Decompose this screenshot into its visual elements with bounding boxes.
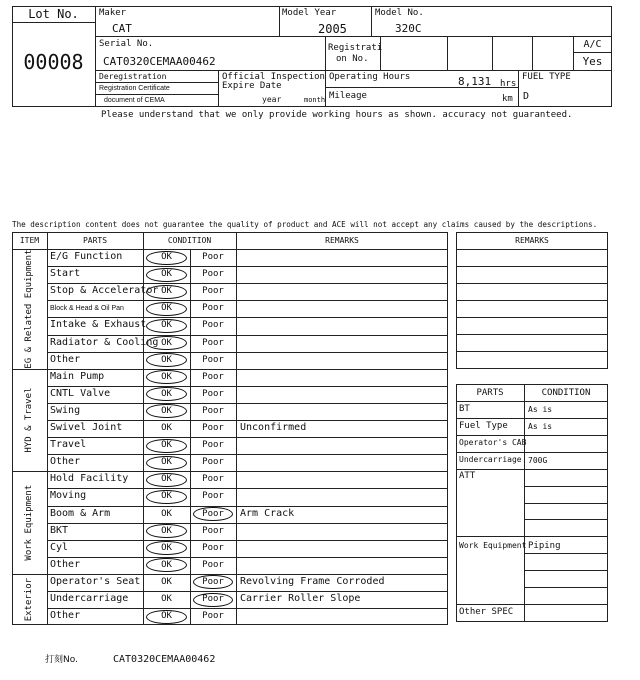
- ok-option[interactable]: OK: [161, 576, 172, 587]
- part-name: Hold Facility: [50, 473, 129, 485]
- poor-option[interactable]: Poor: [202, 388, 224, 399]
- right-remarks-header: REMARKS: [515, 236, 549, 245]
- spec-work-equipment-value: Piping: [528, 541, 561, 551]
- spec-other-label: Other SPEC: [459, 607, 514, 617]
- ok-selected-ring: [146, 439, 187, 453]
- ok-selected-ring: [146, 456, 187, 470]
- part-name: CNTL Valve: [50, 387, 111, 399]
- spec-fuel-label: Fuel Type: [459, 421, 508, 431]
- inspection-label-1: Official Inspection: [222, 72, 325, 82]
- ok-option[interactable]: OK: [161, 405, 172, 416]
- year-label: year: [262, 95, 282, 104]
- cema-document-label: document of CEMA: [104, 97, 165, 104]
- ok-option[interactable]: OK: [161, 354, 172, 365]
- ok-option[interactable]: OK: [161, 559, 172, 570]
- part-name: Other: [50, 353, 81, 365]
- remark-text: Arm Crack: [240, 507, 295, 519]
- item-group-label: HYD & Travel: [24, 387, 34, 453]
- ok-option[interactable]: OK: [161, 337, 172, 348]
- part-name: Radiator & Cooling: [50, 336, 159, 348]
- ok-option[interactable]: OK: [161, 611, 172, 622]
- poor-option[interactable]: Poor: [202, 440, 224, 451]
- part-name: Intake & Exhaust: [50, 319, 147, 331]
- registration-label-2: on No.: [336, 54, 369, 64]
- ok-option[interactable]: OK: [161, 542, 172, 553]
- fuel-type-label: FUEL TYPE: [522, 72, 571, 82]
- spec-att-label: ATT: [459, 471, 476, 481]
- condition-column-header: CONDITION: [167, 236, 212, 245]
- ok-option[interactable]: OK: [161, 508, 172, 519]
- registration-certificate-label: Registration Certificate: [99, 85, 170, 92]
- poor-selected-ring: [193, 507, 233, 521]
- poor-option[interactable]: Poor: [202, 423, 224, 433]
- ok-selected-ring: [146, 268, 187, 282]
- fuel-type-value: D: [523, 91, 530, 102]
- poor-option[interactable]: Poor: [202, 542, 224, 553]
- spec-work-equipment-label: Work Equipment: [459, 541, 527, 550]
- ok-selected-ring: [146, 490, 187, 504]
- part-name: E/G Function: [50, 251, 123, 262]
- part-name: Other: [50, 456, 81, 468]
- poor-option[interactable]: Poor: [202, 320, 224, 331]
- spec-undercarriage-label: Undercarriage: [459, 455, 522, 464]
- ok-selected-ring: [146, 251, 187, 265]
- spec-bt-value: As is: [528, 405, 553, 414]
- ac-label: A/C: [583, 39, 602, 50]
- model-year-value: 2005: [318, 22, 347, 36]
- ok-option[interactable]: OK: [161, 252, 172, 262]
- ok-selected-ring: [146, 319, 187, 333]
- part-name: Stop & Accelerator: [50, 285, 159, 297]
- ok-selected-ring: [146, 336, 187, 350]
- spec-parts-header: PARTS: [476, 388, 504, 398]
- mileage-label: Mileage: [329, 91, 367, 101]
- serial-value: CAT0320CEMAA00462: [103, 55, 216, 68]
- km-unit: km: [502, 94, 513, 104]
- poor-option[interactable]: Poor: [202, 594, 224, 604]
- item-group-label: EG & Related Equipment: [24, 249, 34, 369]
- part-name: Boom & Arm: [50, 507, 111, 519]
- ok-option[interactable]: OK: [161, 286, 172, 297]
- ok-option[interactable]: OK: [161, 491, 172, 502]
- poor-option[interactable]: Poor: [202, 576, 224, 587]
- ok-option[interactable]: OK: [161, 320, 172, 331]
- ok-option[interactable]: OK: [161, 388, 172, 399]
- part-name: Undercarriage: [50, 593, 129, 604]
- item-column-header: ITEM: [19, 236, 40, 245]
- poor-option[interactable]: Poor: [202, 252, 224, 262]
- poor-option[interactable]: Poor: [202, 474, 224, 485]
- remark-text: Carrier Roller Slope: [240, 593, 361, 604]
- lot-number: 00008: [23, 50, 84, 74]
- part-name: Other: [50, 558, 81, 570]
- part-name: Cyl: [50, 541, 69, 553]
- ok-option[interactable]: OK: [161, 269, 172, 280]
- maker-label: Maker: [99, 8, 127, 18]
- ok-option[interactable]: OK: [161, 594, 172, 604]
- spec-undercarriage-value: 700G: [528, 456, 548, 465]
- ok-option[interactable]: OK: [161, 371, 172, 382]
- model-no-value: 320C: [395, 22, 422, 35]
- part-name: Block & Head & Oil Pan: [50, 305, 124, 313]
- disclaimer-text: The description content does not guarantee the quality of product and ACE will not accept any claims caused by the descriptions.: [12, 220, 598, 229]
- poor-option[interactable]: Poor: [202, 405, 224, 416]
- part-name: Other: [50, 610, 81, 622]
- serial-label: Serial No.: [99, 39, 154, 49]
- spec-cab-label: Operator's CAB: [459, 438, 527, 447]
- ok-option[interactable]: OK: [161, 440, 172, 451]
- poor-option[interactable]: Poor: [202, 491, 224, 502]
- part-name: Operator's Seat: [50, 575, 141, 587]
- parts-column-header: PARTS: [82, 236, 108, 245]
- poor-option[interactable]: Poor: [202, 269, 224, 280]
- remark-text: Unconfirmed: [240, 422, 307, 433]
- ok-option[interactable]: OK: [161, 525, 172, 536]
- notice-text: Please understand that we only provide working hours as shown. accuracy not guaranteed.: [101, 110, 573, 120]
- item-group-label: Work Equipment: [24, 484, 34, 561]
- registration-label-1: Registrati: [328, 43, 383, 53]
- part-name: Moving: [50, 490, 87, 502]
- poor-option[interactable]: Poor: [202, 337, 224, 348]
- item-group-label: Exterior: [24, 577, 34, 622]
- poor-option[interactable]: Poor: [202, 354, 224, 365]
- remarks-column-header: REMARKS: [325, 236, 359, 245]
- ok-option[interactable]: OK: [161, 474, 172, 485]
- ok-option[interactable]: OK: [161, 303, 172, 314]
- ok-selected-ring: [146, 285, 187, 299]
- inspection-label-2: Expire Date: [222, 81, 282, 91]
- spec-bt-label: BT: [459, 404, 470, 414]
- operating-hours-label: Operating Hours: [329, 72, 411, 82]
- poor-option[interactable]: Poor: [202, 286, 224, 297]
- spec-fuel-value: As is: [528, 422, 553, 431]
- poor-option[interactable]: Poor: [202, 457, 224, 468]
- part-name: BKT: [50, 524, 69, 536]
- deregistration-label: Deregistration: [99, 72, 167, 81]
- ok-selected-ring: [146, 302, 187, 316]
- ok-selected-ring: [146, 473, 187, 487]
- poor-option[interactable]: Poor: [202, 611, 224, 622]
- poor-option[interactable]: Poor: [202, 303, 224, 314]
- part-name: Swing: [50, 404, 81, 416]
- maker-value: CAT: [112, 22, 132, 35]
- remark-text: Revolving Frame Corroded: [240, 575, 385, 587]
- spec-condition-header: CONDITION: [541, 388, 591, 398]
- model-no-label: Model No.: [375, 8, 424, 18]
- ok-option[interactable]: OK: [161, 457, 172, 468]
- poor-option[interactable]: Poor: [202, 559, 224, 570]
- ok-selected-ring: [146, 610, 187, 624]
- stamp-value: CAT0320CEMAA00462: [113, 654, 216, 665]
- poor-option[interactable]: Poor: [202, 371, 224, 382]
- stamp-label: 打刻No.: [45, 655, 78, 665]
- part-name: Swivel Joint: [50, 422, 123, 433]
- lot-label: Lot No.: [28, 7, 79, 21]
- model-year-label: Model Year: [282, 8, 337, 18]
- hrs-unit: hrs: [500, 79, 517, 89]
- ok-option[interactable]: OK: [161, 423, 172, 433]
- part-name: Main Pump: [50, 370, 105, 382]
- part-name: Travel: [50, 439, 87, 451]
- operating-hours-value: 8,131: [458, 75, 492, 88]
- ac-value: Yes: [582, 55, 603, 68]
- poor-option[interactable]: Poor: [202, 525, 224, 536]
- part-name: Start: [50, 268, 81, 280]
- poor-selected-ring: [193, 593, 233, 607]
- month-label: month: [304, 96, 326, 104]
- poor-option[interactable]: Poor: [202, 508, 224, 519]
